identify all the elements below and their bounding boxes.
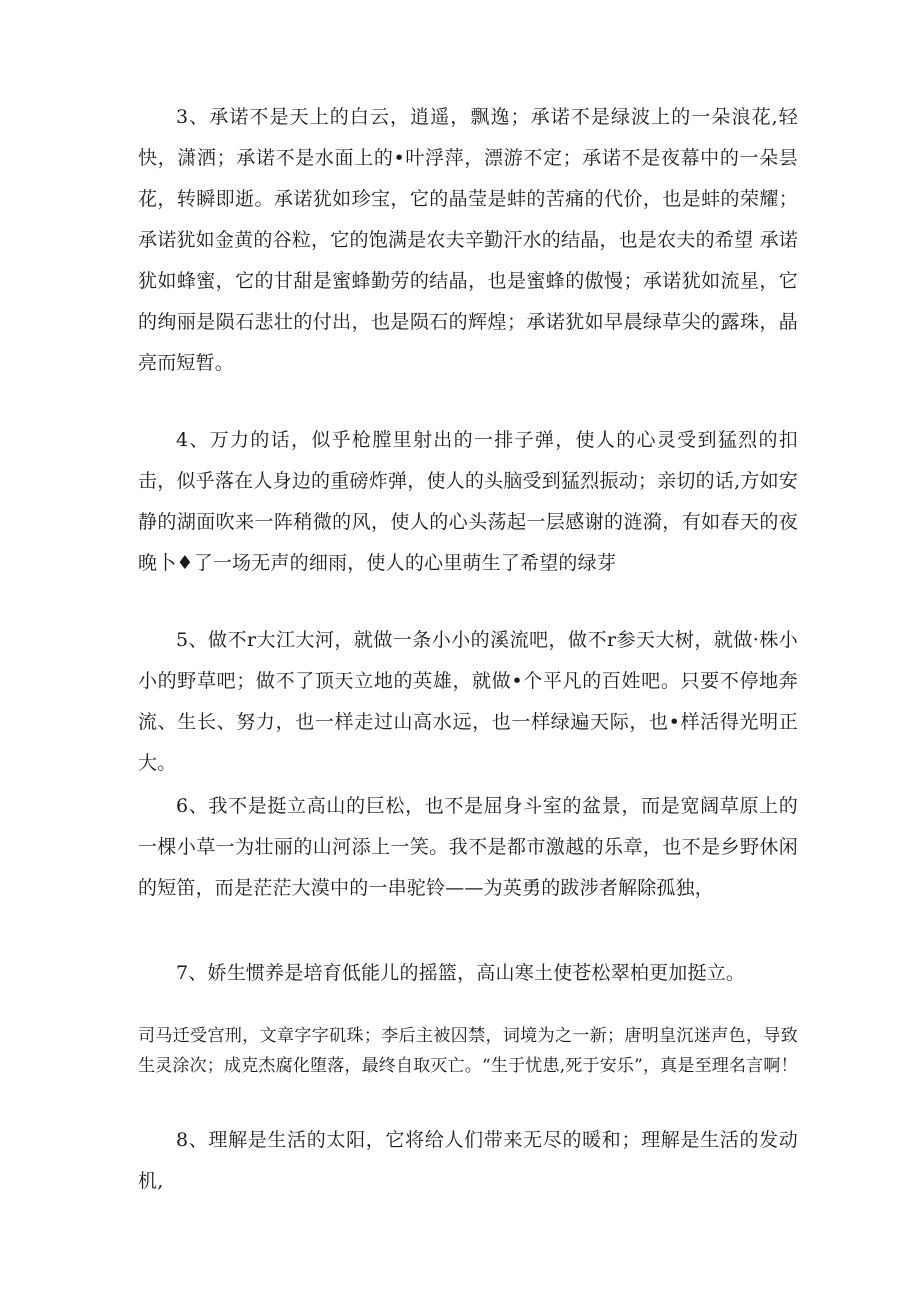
paragraph-5-ordinary: 5、做不r大江大河，就做一条小小的溪流吧，做不r参天大树，就做·株小小的野草吧；做不了顶天立地的英雄，就做•个平凡的百姓吧。只要不停地奔流、生长、努力，也一样走过山高水远，也一样绿遍天际，也•样活得光明正大。 [138, 629, 798, 774]
paragraph-8-understanding: 8、理解是生活的太阳，它将给人们带来无尽的暖和；理解是生活的发动机, [138, 1129, 798, 1192]
paragraph-3-promise: 3、承诺不是天上的白云，逍遥，飘逸；承诺不是绿波上的一朵浪花,轻快，潇洒；承诺不是水面上的•叶浮萍，漂游不定；承诺不是夜幕中的一朵昙花，转瞬即逝。承诺犹如珍宝，它的晶莹是蚌的苦痛的代价，也是蚌的荣耀；承诺犹如金黄的谷粒，它的饱满是农夫辛勤汗水的结晶，也是农夫的希望 承诺犹如蜂蜜，它的甘甜是蜜蜂勤劳的结晶，也是蜜蜂的傲慢；承诺犹如流星，它的绚丽是陨石悲壮的付出，也是陨石的辉煌；承诺犹如早晨绿草尖的露珠，晶亮而短暂。 [138, 106, 798, 374]
paragraph-4-words: 4、万力的话，似乎枪膛里射出的一排子弹，使人的心灵受到猛烈的扣击，似乎落在人身边的重磅炸弹，使人的头脑受到猛烈振动；亲切的话,方如安静的湖面吹来一阵稍微的风，使人的心头荡起一层感谢的涟漪，有如春天的夜晚卜♦了一场无声的细雨，使人的心里萌生了希望的绿芽 [138, 429, 798, 574]
paragraph-7-adversity: 7、娇生惯养是培育低能儿的摇篮，高山寒土使苍松翠柏更加挺立。 [176, 962, 746, 984]
paragraph-6-grass: 6、我不是挺立高山的巨松，也不是屈身斗室的盆景，而是宽阔草原上的一棵小草一为壮丽的山河添上一笑。我不是都市激越的乐章，也不是乡野休闲的短笛，而是茫茫大漠中的一串驼铃——为英勇的跋涉者解除孤独， [138, 795, 798, 899]
paragraph-historical-examples: 司马迁受宫刑，文章字字矶珠；李后主被囚禁，词境为之一新；唐明皇沉迷声色，导致生灵涂次；成克杰腐化堕落，最终自取灭亡。“生于忧患,死于安乐”，真是至理名言啊！ [138, 1026, 798, 1076]
